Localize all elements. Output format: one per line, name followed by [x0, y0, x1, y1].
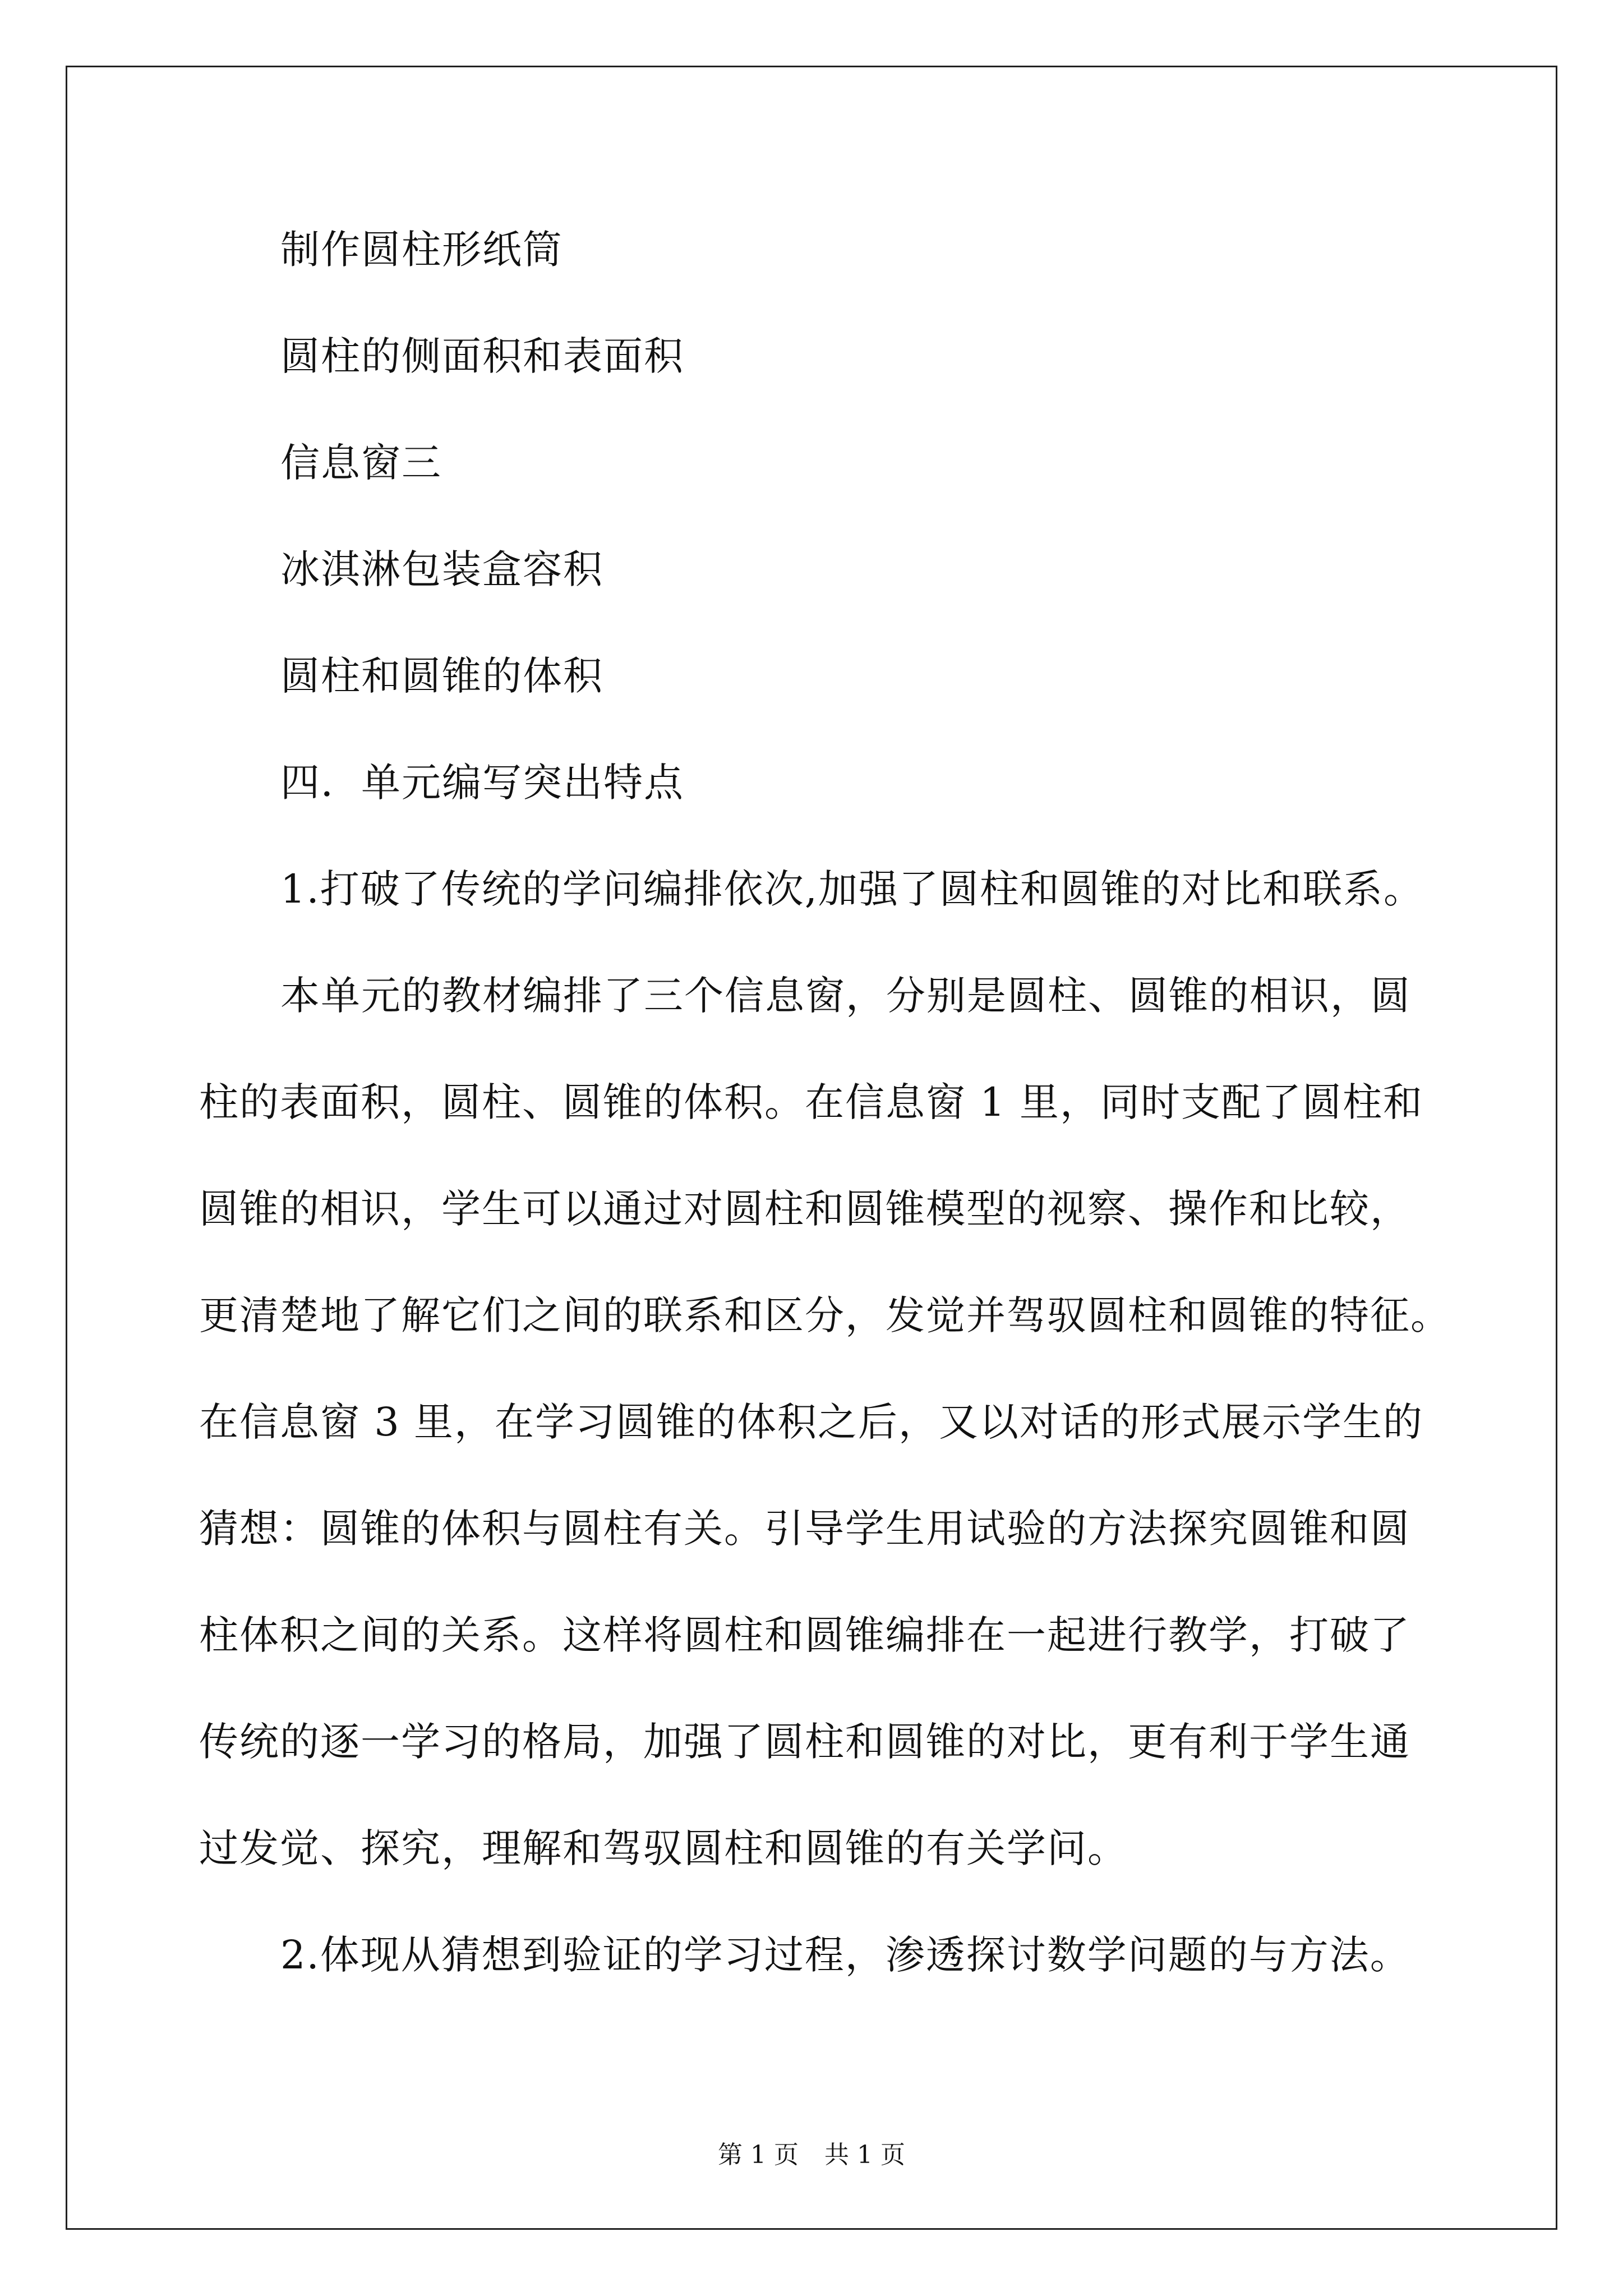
- paragraph-line: 猜想：圆锥的体积与圆柱有关。引导学生用试验的方法探究圆锥和圆: [199, 1506, 1410, 1552]
- page-border: [66, 66, 1557, 2230]
- page-footer: [0, 2134, 1623, 2170]
- paragraph-line: 圆锥的相识，学生可以通过对圆柱和圆锥模型的视察、操作和比较，: [199, 1186, 1410, 1232]
- page-total: 共 1 页: [824, 2141, 905, 2169]
- point-heading: 1.打破了传统的学问编排依次,加强了圆柱和圆锥的对比和联系。: [280, 866, 1424, 912]
- text-line: 冰淇淋包装盒容积: [280, 546, 603, 592]
- paragraph-line: 传统的逐一学习的格局，加强了圆柱和圆锥的对比，更有利于学生通: [199, 1719, 1410, 1765]
- paragraph-line: 在信息窗 3 里，在学习圆锥的体积之后，又以对话的形式展示学生的: [199, 1399, 1424, 1445]
- paragraph-line: 柱的表面积，圆柱、圆锥的体积。在信息窗 1 里，同时支配了圆柱和: [199, 1079, 1424, 1125]
- text-line: 圆柱的侧面积和表面积: [280, 333, 684, 379]
- section-heading: 四．单元编写突出特点: [280, 760, 684, 806]
- paragraph-line: 更清楚地了解它们之间的联系和区分，发觉并驾驭圆柱和圆锥的特征。: [199, 1292, 1451, 1338]
- point-heading: 2.体现从猜想到验证的学习过程，渗透探讨数学问题的与方法。: [280, 1932, 1410, 1978]
- paragraph-line: 本单元的教材编排了三个信息窗，分别是圆柱、圆锥的相识，圆: [280, 973, 1411, 1019]
- page-number: 第 1 页: [718, 2141, 799, 2169]
- text-line: 圆柱和圆锥的体积: [280, 653, 603, 699]
- paragraph-line: 柱体积之间的关系。这样将圆柱和圆锥编排在一起进行教学，打破了: [199, 1612, 1410, 1658]
- paragraph-line: 过发觉、探究，理解和驾驭圆柱和圆锥的有关学问。: [199, 1825, 1128, 1871]
- text-line: 制作圆柱形纸筒: [280, 227, 563, 273]
- text-line: 信息窗三: [280, 440, 442, 486]
